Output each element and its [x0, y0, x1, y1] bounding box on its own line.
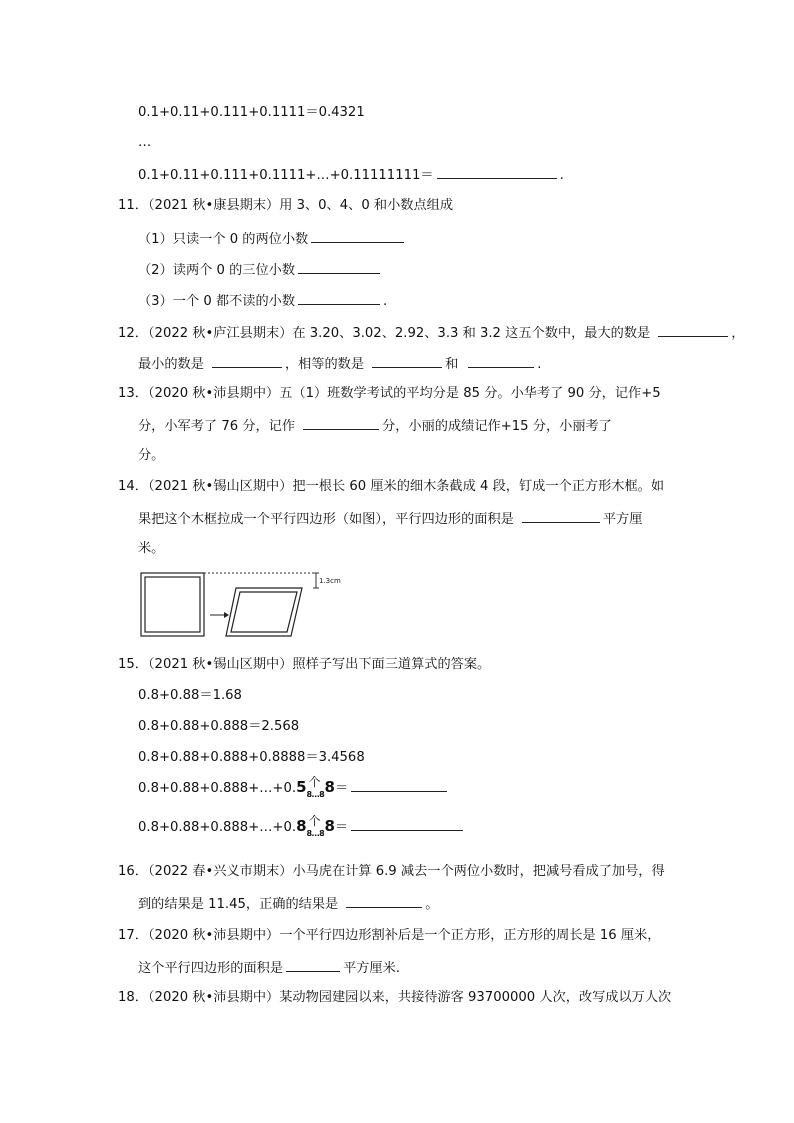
question-11-sub-1 [138, 228, 407, 250]
question-15-equation-2: 0.8+0.88+0.888＝2.568 [138, 719, 300, 734]
question-15-equation-4-prefix: 0.8+0.88+0.888+…+0. [138, 781, 297, 796]
question-13-line-3: 分。 [138, 448, 165, 463]
height-label: 1.3cm [319, 577, 341, 585]
question-12-line-1-end: ， [731, 326, 745, 341]
question-17-line-2-end: 平方厘米. [343, 961, 401, 976]
question-18-line-1: 18．（2020 秋•沛县期中）某动物园建园以来，共接待游客 93700000 人次，改写成以万人次 [118, 990, 672, 1005]
repeated-digit-notation [306, 814, 325, 838]
repeated-digit: 8 [324, 817, 335, 835]
square-frame-outer [141, 573, 204, 636]
answer-blank[interactable] [437, 164, 557, 179]
question-11-sub-3-end: . [383, 294, 388, 309]
question-13-line-1: 13．（2020 秋•沛县期中）五（1）班数学考试的平均分是 85 分。小华考了 90 分，记作+5 [118, 386, 661, 401]
ge-label: 个 [308, 775, 321, 789]
question-11-sub-2-text: （2）读两个 0 的三位小数 [138, 263, 296, 278]
question-12-and-label: 和 [445, 357, 459, 372]
intro-ellipsis: … [138, 135, 152, 150]
answer-blank[interactable] [298, 290, 380, 305]
answer-blank[interactable] [468, 353, 534, 368]
answer-blank[interactable] [658, 322, 728, 337]
square-frame-inner [145, 577, 200, 632]
question-15-equation-1: 0.8+0.88＝1.68 [138, 688, 242, 703]
question-14-line-2 [138, 508, 642, 530]
answer-blank[interactable] [351, 777, 447, 792]
question-17-line-2 [138, 957, 400, 979]
question-12-line-1-text: 12．（2022 秋•庐江县期末）在 3.20、3.02、2.92、3.3 和 3.2 这五个数中，最大的数是 [118, 326, 651, 341]
question-17-line-1: 17．（2020 秋•沛县期中）一个平行四边形割补后是一个正方形，正方形的周长是 16 厘米， [118, 928, 661, 943]
question-14-line-3: 米。 [138, 541, 165, 556]
equals-sign: ＝ [334, 781, 349, 796]
answer-blank[interactable] [372, 353, 442, 368]
ge-label: 个 [308, 814, 321, 828]
question-12-line-2-end: . [537, 357, 542, 372]
question-15-stem: 15．（2021 秋•锡山区期中）照样子写出下面三道算式的答案。 [118, 657, 491, 672]
question-12-line-1 [118, 322, 744, 344]
answer-blank[interactable] [311, 228, 404, 243]
answer-blank[interactable] [286, 957, 340, 972]
question-14-line-2-text: 果把这个木框拉成一个平行四边形（如图），平行四边形的面积是 [138, 512, 514, 527]
parallelogram-frame-outer [226, 588, 302, 636]
digit-count: 5 [296, 778, 307, 796]
intro-equation-3-text: 0.1+0.11+0.111+0.1111+…+0.11111111＝ [138, 168, 434, 183]
answer-blank[interactable] [346, 893, 422, 908]
question-17-line-2-text: 这个平行四边形的面积是 [138, 961, 284, 976]
question-15-equation-4 [138, 777, 450, 799]
answer-blank[interactable] [522, 508, 600, 523]
question-12-equal-label: ，相等的数是 [284, 357, 365, 372]
digit-run-label: 8…8 [306, 829, 325, 838]
digit-count: 8 [296, 817, 307, 835]
question-11-sub-1-text: （1）只读一个 0 的两位小数 [138, 232, 309, 247]
question-11-stem: 11．（2021 秋•康县期末）用 3、0、4、0 和小数点组成 [118, 198, 454, 213]
equals-sign: ＝ [334, 820, 349, 835]
answer-blank[interactable] [298, 259, 380, 274]
question-11-sub-3-text: （3）一个 0 都不读的小数 [138, 294, 296, 309]
answer-blank[interactable] [212, 353, 282, 368]
repeated-digit: 8 [324, 778, 335, 796]
question-15-equation-5 [138, 816, 466, 838]
question-11-sub-2 [138, 259, 383, 281]
question-15-equation-5-prefix: 0.8+0.88+0.888+…+0. [138, 820, 297, 835]
parallelogram-frame-inner [231, 592, 297, 632]
question-16-line-1: 16．（2022 春•兴义市期末）小马虎在计算 6.9 减去一个两位小数时，把减号看成了加号，得 [118, 864, 665, 879]
question-12-smallest-label: 最小的数是 [138, 357, 204, 372]
answer-blank[interactable] [351, 816, 463, 831]
question-16-line-2-end: 。 [425, 897, 439, 912]
question-16-line-2 [138, 893, 438, 915]
question-11-sub-3 [138, 290, 387, 312]
question-13-line-2 [138, 415, 612, 437]
question-15-equation-3: 0.8+0.88+0.888+0.8888＝3.4568 [138, 750, 365, 765]
intro-equation-3-end: . [559, 168, 564, 183]
square-to-parallelogram-figure [138, 568, 348, 640]
question-14-line-1: 14．（2021 秋•锡山区期中）把一根长 60 厘米的细木条截成 4 段，钉成一个正方形木框。如 [118, 479, 665, 494]
question-13-line-2-text: 分，小军考了 76 分，记作 [138, 419, 296, 434]
intro-equation-1: 0.1+0.11+0.111+0.1111＝0.4321 [138, 105, 365, 120]
digit-run-label: 8…8 [306, 790, 325, 799]
question-13-line-2-rest: 分，小丽的成绩记作+15 分，小丽考了 [382, 419, 612, 434]
repeated-digit-notation [306, 775, 325, 799]
question-14-line-2-end: 平方厘 [602, 512, 643, 527]
answer-blank[interactable] [303, 415, 379, 430]
question-16-line-2-text: 到的结果是 11.45，正确的结果是 [138, 897, 339, 912]
arrow-head-icon [224, 612, 229, 618]
question-12-line-2 [138, 353, 541, 375]
intro-equation-3 [138, 164, 564, 186]
